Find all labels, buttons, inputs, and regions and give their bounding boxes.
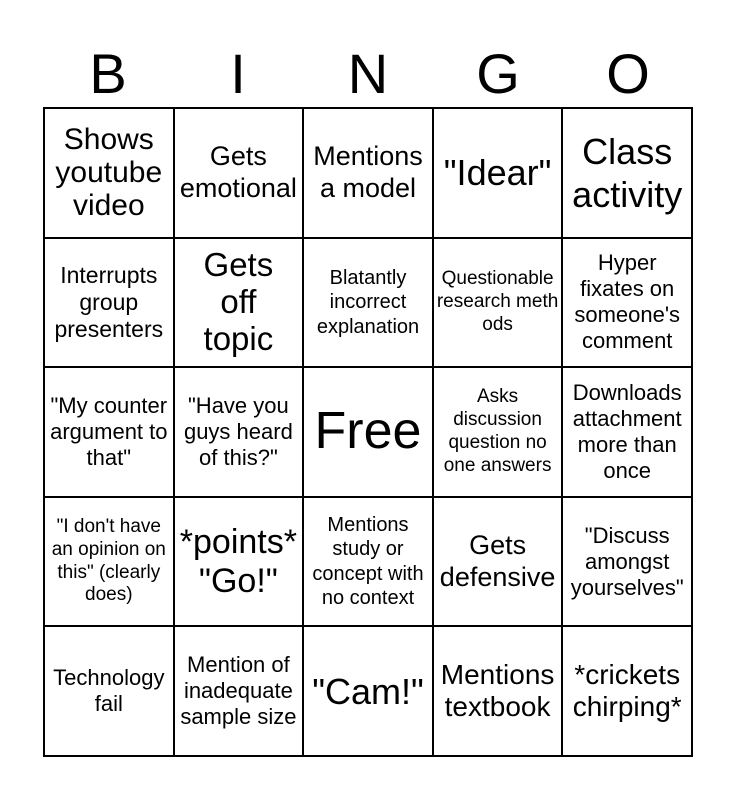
cell-text: Interrupts group presenters: [54, 262, 164, 342]
cell-text: Asks discussion question no one answers: [443, 386, 552, 476]
bingo-cell[interactable]: [562, 626, 692, 756]
bingo-cell[interactable]: [303, 108, 433, 238]
bingo-cell[interactable]: [174, 626, 304, 756]
cell-text: Mentions textbook: [440, 659, 555, 723]
free-space-label: Free: [314, 402, 422, 461]
header-letter-o: O: [606, 42, 650, 105]
cell-text: "My counter argument to that": [50, 393, 168, 470]
bingo-cell[interactable]: [174, 367, 304, 497]
header-letter-i: I: [230, 42, 246, 105]
cell-text: Mentions study or concept with no context: [312, 513, 424, 609]
cell-text: Questionable research methods: [436, 268, 559, 335]
bingo-cell[interactable]: [174, 108, 304, 238]
cell-text: *crickets chirping*: [572, 659, 682, 723]
bingo-cell[interactable]: [44, 367, 174, 497]
bingo-cell[interactable]: [562, 367, 692, 497]
cell-text: Downloads attachment more than once: [572, 380, 682, 483]
cell-text: Mention of inadequate sample size: [180, 652, 297, 730]
bingo-cell[interactable]: [303, 238, 433, 368]
bingo-cell[interactable]: [562, 497, 692, 627]
bingo-cell[interactable]: [303, 497, 433, 627]
cell-text: "Have you guys heard of this?": [183, 393, 293, 470]
cell-text: Shows youtube video: [55, 123, 163, 223]
bingo-cell[interactable]: [44, 626, 174, 756]
bingo-cell[interactable]: [433, 497, 563, 627]
free-space[interactable]: [303, 367, 433, 497]
bingo-cell[interactable]: [562, 238, 692, 368]
cell-text: Class activity: [572, 130, 683, 215]
bingo-cell[interactable]: [433, 108, 563, 238]
bingo-cell[interactable]: [303, 626, 433, 756]
header-letter-b: B: [89, 42, 127, 105]
bingo-cell[interactable]: [44, 108, 174, 238]
bingo-cell[interactable]: [433, 367, 563, 497]
bingo-cell[interactable]: [433, 626, 563, 756]
cell-text: "Cam!": [312, 670, 424, 712]
cell-text: *points* "Go!": [179, 522, 297, 600]
bingo-cell[interactable]: [44, 497, 174, 627]
bingo-cell[interactable]: [44, 238, 174, 368]
bingo-cell[interactable]: [174, 238, 304, 368]
cell-text: "Discuss amongst yourselves": [570, 522, 684, 600]
cell-text: Hyper fixates on someone's comment: [574, 250, 681, 354]
header-letter-n: N: [347, 42, 389, 105]
bingo-header: [43, 40, 693, 108]
cell-text: "I don't have an opinion on this" (clearly does): [51, 516, 166, 606]
header-letter-g: G: [476, 42, 520, 105]
bingo-board: [43, 107, 693, 757]
cell-text: "Idear": [443, 152, 552, 194]
bingo-cell[interactable]: [562, 108, 692, 238]
cell-text: Gets defensive: [439, 529, 556, 592]
bingo-cell[interactable]: [433, 238, 563, 368]
cell-text: Technology fail: [53, 665, 165, 717]
cell-text: Gets emotional: [179, 140, 297, 203]
bingo-cell[interactable]: [174, 497, 304, 627]
cell-text: Blatantly incorrect explanation: [316, 266, 420, 338]
cell-text: Gets off topic: [203, 245, 274, 357]
cell-text: Mentions a model: [313, 140, 423, 203]
